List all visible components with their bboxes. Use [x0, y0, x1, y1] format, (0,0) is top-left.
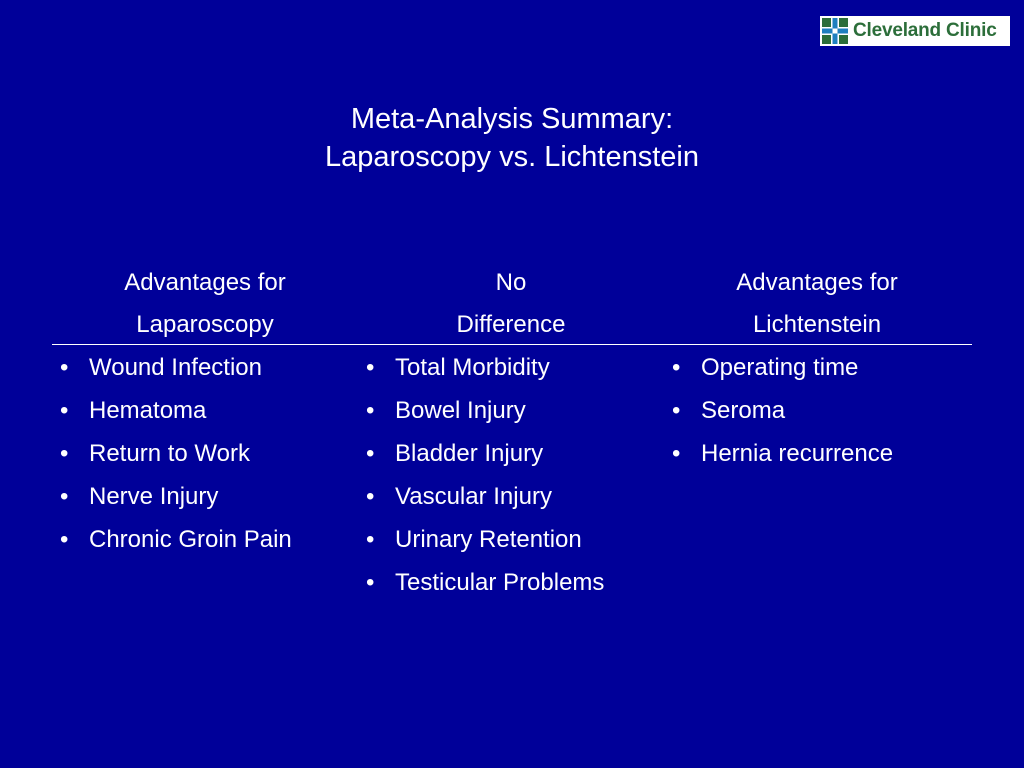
cleveland-clinic-cross-icon	[822, 18, 848, 44]
header-laparoscopy-line-2: Laparoscopy	[136, 311, 274, 338]
column-headers	[52, 262, 972, 344]
list-item	[358, 389, 664, 432]
list-lichtenstein	[664, 346, 970, 604]
list-item	[358, 432, 664, 475]
list-item	[664, 432, 970, 475]
header-lichtenstein-line-2: Lichtenstein	[752, 311, 882, 338]
list-item-text: Urinary Retention	[395, 526, 582, 553]
list-item	[358, 561, 664, 604]
bullet: •	[60, 354, 69, 381]
header-laparoscopy-line-1: Advantages for	[124, 269, 286, 296]
list-item-text: Bowel Injury	[395, 397, 526, 424]
list-item	[358, 518, 664, 561]
header-lichtenstein-line-1: Advantages for	[736, 269, 898, 296]
header-no-difference-line-2: Difference	[456, 311, 566, 338]
slide-title	[0, 100, 1024, 176]
header-laparoscopy	[52, 262, 358, 344]
bullet: •	[60, 526, 69, 553]
list-item-text: Wound Infection	[89, 354, 263, 381]
list-item-text: Chronic Groin Pain	[89, 526, 292, 553]
list-item	[52, 432, 358, 475]
list-item	[664, 346, 970, 389]
list-item	[358, 475, 664, 518]
bullet: •	[672, 397, 681, 424]
header-no-difference-line-1: No	[495, 269, 527, 296]
bullet: •	[672, 440, 681, 467]
list-item	[52, 518, 358, 561]
list-item-text: Vascular Injury	[395, 483, 552, 510]
bullet: •	[60, 483, 69, 510]
list-item-text: Return to Work	[89, 440, 250, 467]
bullet: •	[672, 354, 681, 381]
bullet: •	[60, 397, 69, 424]
header-no-difference	[358, 262, 664, 344]
list-item	[358, 346, 664, 389]
bullet: •	[366, 354, 375, 381]
bullet: •	[366, 526, 375, 553]
list-item	[52, 389, 358, 432]
comparison-table	[52, 262, 972, 604]
list-item-text: Bladder Injury	[395, 440, 544, 467]
column-lists	[52, 346, 972, 604]
logo-text: Cleveland Clinic	[853, 20, 997, 41]
list-laparoscopy	[52, 346, 358, 604]
header-lichtenstein	[664, 262, 970, 344]
list-item-text: Hernia recurrence	[701, 440, 894, 467]
list-item	[52, 475, 358, 518]
list-no-difference	[358, 346, 664, 604]
list-item-text: Seroma	[701, 397, 786, 424]
bullet: •	[366, 483, 375, 510]
bullet: •	[366, 440, 375, 467]
header-divider	[52, 344, 972, 345]
list-item-text: Operating time	[701, 354, 859, 381]
list-item-text: Hematoma	[89, 397, 207, 424]
bullet: •	[366, 397, 375, 424]
list-item	[664, 389, 970, 432]
list-item-text: Nerve Injury	[89, 483, 219, 510]
cleveland-clinic-logo	[820, 16, 1010, 46]
list-item	[52, 346, 358, 389]
title-line-1: Meta-Analysis Summary:	[350, 103, 674, 135]
list-item-text: Total Morbidity	[395, 354, 550, 381]
list-item-text: Testicular Problems	[395, 569, 605, 596]
title-line-2: Laparoscopy vs. Lichtenstein	[325, 141, 699, 173]
bullet: •	[60, 440, 69, 467]
bullet: •	[366, 569, 375, 596]
